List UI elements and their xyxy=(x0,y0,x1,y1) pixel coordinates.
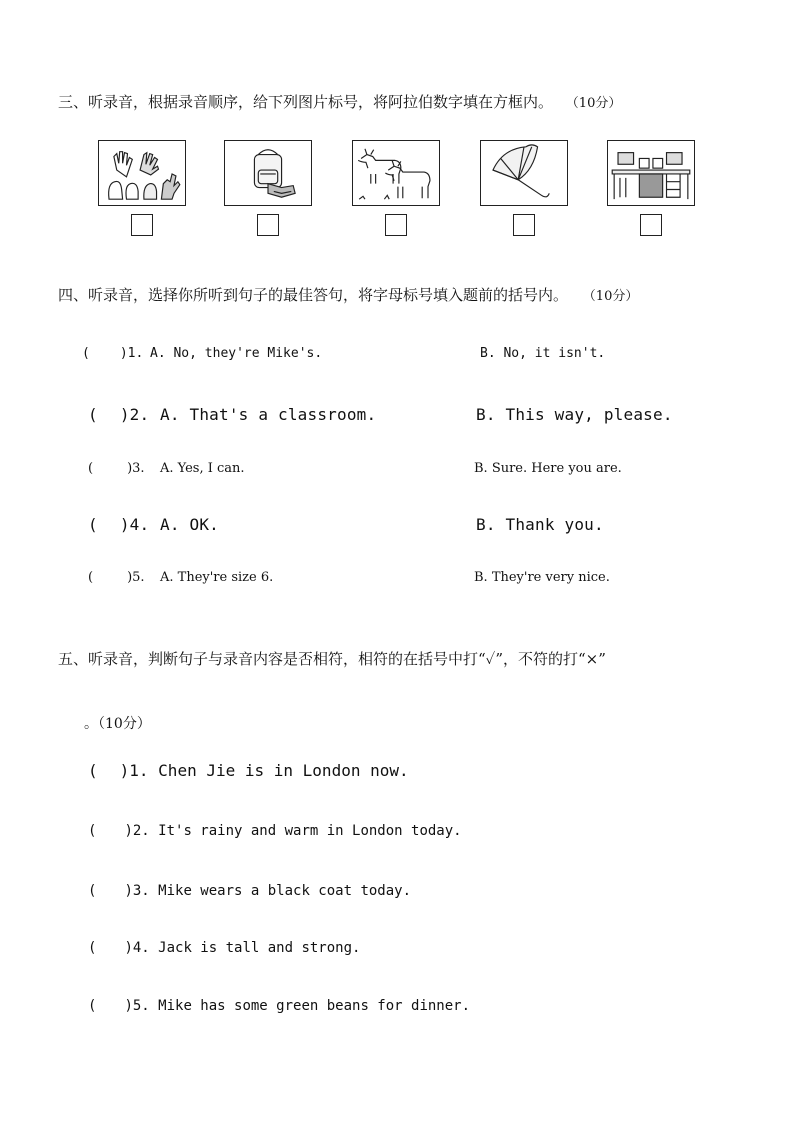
section3-title xyxy=(58,91,621,112)
s4-q4-option-b: B. Thank you. xyxy=(476,515,604,534)
goats-icon xyxy=(353,141,439,205)
answer-box-5[interactable] xyxy=(640,214,662,236)
picture-goats xyxy=(352,140,440,206)
s5-item-4: ( )4. Jack is tall and strong. xyxy=(88,940,361,956)
s4-q1-option-b: B. No, it isn't. xyxy=(480,346,606,361)
s4-q2-option-a: A. That's a classroom. xyxy=(160,405,377,424)
section3-title-text: 三、听录音，根据录音顺序，给下列图片标号，将阿拉伯数字填在方框内。 xyxy=(58,93,554,111)
schoolbag-icon xyxy=(225,141,311,205)
section4-title-text: 四、听录音，选择你所听到句子的最佳答句，将字母标号填入题前的括号内。 xyxy=(58,286,569,304)
answer-box-4[interactable] xyxy=(513,214,535,236)
picture-gloves xyxy=(98,140,186,206)
s4-q3-number: ( )3. xyxy=(88,461,145,476)
section5-title: 五、听录音，判断句子与录音内容是否相符，相符的在括号中打“✓”，不符的打“×” xyxy=(58,650,606,668)
desks-computers-icon xyxy=(608,141,694,205)
picture-desks xyxy=(607,140,695,206)
s4-q4-option-a: A. OK. xyxy=(160,515,219,534)
s4-q5-option-b: B. They're very nice. xyxy=(474,570,610,585)
answer-box-1[interactable] xyxy=(131,214,153,236)
s4-q1-number: ( )1. xyxy=(82,346,144,361)
picture-umbrella xyxy=(480,140,568,206)
section4-title xyxy=(58,284,638,305)
s5-item-2: ( )2. It's rainy and warm in London today. xyxy=(88,823,462,839)
umbrella-icon xyxy=(481,141,567,205)
s5-item-1: ( )1. Chen Jie is in London now. xyxy=(88,761,409,780)
section3-score: （10分） xyxy=(565,96,622,111)
s4-q3-option-b: B. Sure. Here you are. xyxy=(474,461,622,476)
answer-box-2[interactable] xyxy=(257,214,279,236)
s4-q4-number: ( )4. xyxy=(88,515,150,534)
s4-q1-option-a: A. No, they're Mike's. xyxy=(150,346,323,361)
answer-box-3[interactable] xyxy=(385,214,407,236)
s4-q2-number: ( )2. xyxy=(88,405,150,424)
s4-q5-option-a: A. They're size 6. xyxy=(160,570,274,585)
section5-title-cont: 。（10分） xyxy=(84,716,151,732)
s5-item-5: ( )5. Mike has some green beans for dinner. xyxy=(88,998,471,1014)
section4-score: （10分） xyxy=(582,289,639,304)
s5-item-3: ( )3. Mike wears a black coat today. xyxy=(88,883,412,899)
s4-q5-number: ( )5. xyxy=(88,570,145,585)
s4-q2-option-b: B. This way, please. xyxy=(476,405,673,424)
gloves-icon xyxy=(99,141,185,205)
s4-q3-option-a: A. Yes, I can. xyxy=(160,461,245,476)
picture-schoolbag xyxy=(224,140,312,206)
